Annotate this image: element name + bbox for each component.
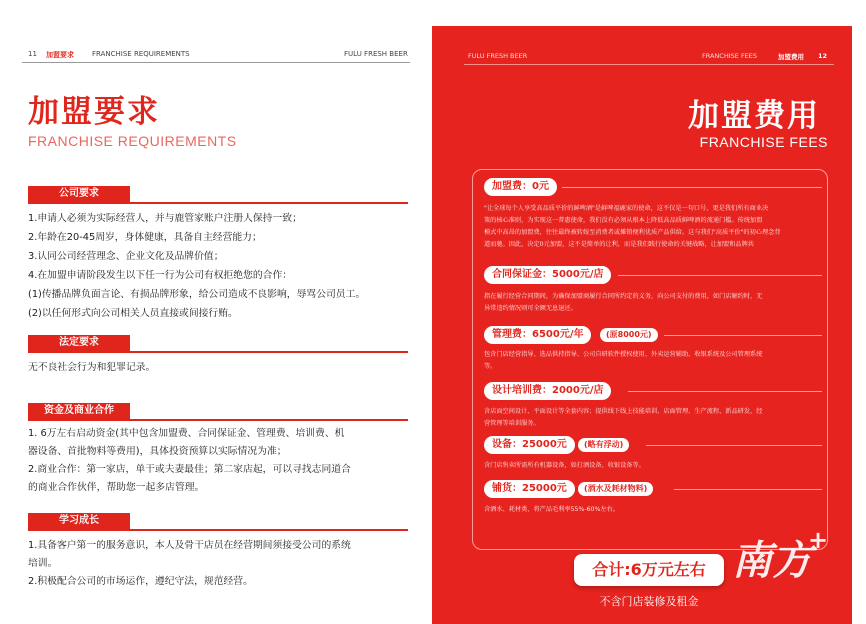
section-rule [28, 529, 408, 531]
fee-extra: (原8000元) [600, 328, 658, 342]
section-rule [28, 202, 408, 204]
svg-text:+: + [808, 526, 828, 554]
header-section-cn: 加盟费用 [778, 53, 804, 61]
section-header-company [28, 186, 408, 204]
page-number: 11 [28, 50, 37, 58]
section-rule [28, 351, 408, 353]
fee-label: 铺货：25000元 [484, 480, 575, 498]
page-subtitle: FRANCHISE FEES [699, 134, 828, 150]
page-title: 加盟费用 [688, 98, 820, 134]
nanfang-plus-watermark-logo [728, 522, 828, 592]
section-rule [28, 419, 408, 421]
body-line: 1. 6万左右启动资金(其中包含加盟费、合同保证金、管理费、培训费、机 [28, 428, 345, 439]
section-header-funding [28, 403, 408, 421]
fee-rule [664, 335, 822, 336]
fee-desc: 营管理等培训服务。 [484, 420, 540, 427]
body-line: 的商业合作伙伴，帮助您一起多店管理。 [28, 482, 205, 493]
total-note: 不含门店装修及租金 [599, 595, 699, 608]
section-tag: 资金及商业合作 [28, 403, 130, 419]
fee-label: 管理费：6500元/年 [484, 326, 591, 344]
section-header-legal [28, 335, 408, 353]
fee-desc: 包含门店经营指导、选品供持指导、公司自研软件授权使用、外卖运营辅助、收银系统及公司管理系统 [484, 351, 763, 358]
fee-label: 设备：25000元 [484, 436, 575, 454]
body-line: (2)以任何形式向公司相关人员直接或间接行贿。 [28, 308, 238, 319]
fee-label: 加盟费：0元 [484, 178, 557, 196]
svg-text:南方: 南方 [732, 537, 812, 584]
left-page [0, 0, 430, 624]
fee-desc: 含店面空间设计、平面设计等全套内容；提供线下线上技能培训、店面管理、生产流程、新品研发，经 [484, 408, 763, 415]
fee-rule [562, 187, 822, 188]
body-line: 1.申请人必须为实际经营人，并与鹿管家账户注册人保持一致； [28, 213, 302, 224]
fee-desc: 等。 [484, 363, 497, 370]
total-badge [574, 554, 724, 586]
fee-rule [618, 275, 822, 276]
fee-desc: "让全球每个人享受高品质平价的鲜啤酒"是鲜啤福鹿家的使命，这不仅是一句口号，更是我们所有商业决 [484, 205, 769, 212]
fee-desc: 道而驰。因此，决定0元加盟，这不是简单的让利，而是我们践行使命的关键战略，让加盟和品牌共 [484, 241, 754, 248]
body-line: 3.认同公司经营理念、企业文化及品牌价值； [28, 251, 224, 262]
fee-rule [646, 445, 822, 446]
section-tag: 公司要求 [28, 186, 130, 202]
fee-desc: 策的核心准则，为实现这一普惠使命，我们没有必须从根本上降低高品质鲜啤酒的流通门槛。传统加盟 [484, 217, 763, 224]
body-line: 2.积极配合公司的市场运作，遵纪守法，规范经营。 [28, 576, 253, 587]
fee-rule [674, 489, 822, 490]
fee-label: 设计培训费：2000元/店 [484, 382, 611, 400]
page-number: 12 [818, 52, 828, 60]
body-line: 培训。 [28, 558, 58, 569]
header-section-en: FRANCHISE REQUIREMENTS [92, 50, 190, 58]
header-divider [22, 62, 410, 63]
fee-extra: (酒水及耗材物料) [578, 482, 653, 496]
header-brand: FULU FRESH BEER [344, 50, 408, 58]
body-line: 器设备、首批物料等费用)，具体投资预算以实际情况为准； [28, 446, 287, 457]
fee-extra: (略有浮动) [578, 438, 629, 452]
body-line: 无不良社会行为和犯罪记录。 [28, 362, 156, 373]
fee-rule [628, 391, 822, 392]
body-line: 2.年龄在20-45周岁，身体健康，具备自主经营能力； [28, 232, 262, 243]
total-amount: 合计:6万元左右 [592, 560, 706, 579]
page-title: 加盟要求 [28, 94, 160, 130]
fee-label: 合同保证金：5000元/店 [484, 266, 611, 284]
fee-desc: 含酒水、耗材类，将产品毛利率55%-60%左右。 [484, 506, 619, 513]
section-tag: 学习成长 [28, 513, 130, 529]
page-subtitle: FRANCHISE REQUIREMENTS [28, 133, 237, 149]
fee-desc: 异常违约情况则可全额无息退还。 [484, 305, 577, 312]
section-header-learning [28, 513, 408, 531]
fee-desc: 含门店售卖所需所有机器设备，如打酒设备、收银设备等。 [484, 462, 645, 469]
header-section-cn: 加盟要求 [46, 51, 74, 59]
header-section-en: FRANCHISE FEES [702, 52, 758, 60]
fee-desc: 指在履行经营合同期间，为确保加盟商履行合同所约定的义务，向公司支付的费用，如门店解约时，无 [484, 293, 763, 300]
body-line: 1.具备客户第一的服务意识，本人及骨干店员在经营期间须接受公司的系统 [28, 540, 351, 551]
body-line: 2.商业合作：第一家店，单干或夫妻最佳；第二家店起，可以寻找志同道合 [28, 464, 351, 475]
body-line: 4.在加盟申请阶段发生以下任一行为公司有权拒绝您的合作： [28, 270, 293, 281]
body-line: (1)传播品牌负面言论、有损品牌形象，给公司造成不良影响，辱骂公司员工。 [28, 289, 366, 300]
header-brand: FULU FRESH BEER [468, 52, 528, 60]
header-divider [464, 64, 834, 65]
section-tag: 法定要求 [28, 335, 130, 351]
fee-desc: 模式中高昂的加盟费，往往最终被转嫁至消费者或摊销便利优质产品供给。这与我们"高质平价"的初心理念背 [484, 229, 781, 236]
